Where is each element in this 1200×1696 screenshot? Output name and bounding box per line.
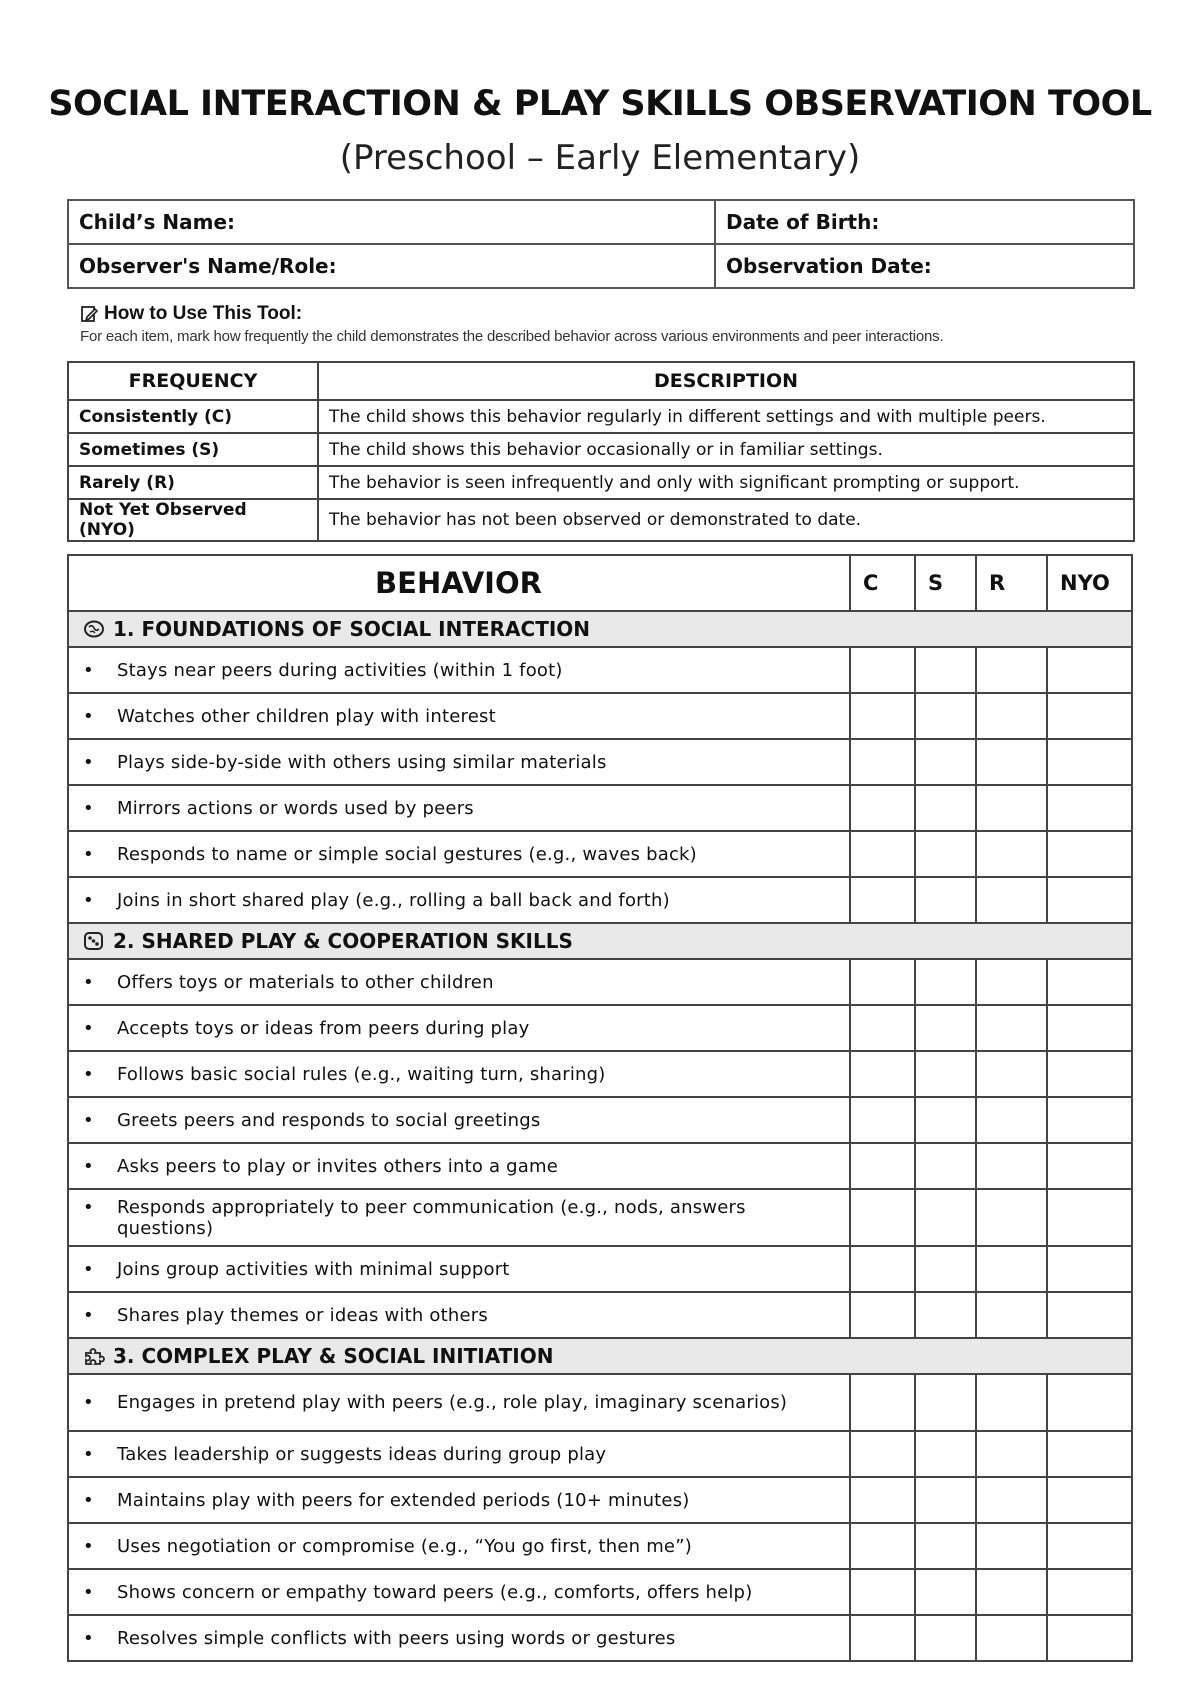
behavior-header: BEHAVIOR xyxy=(68,555,850,611)
c-checkbox-cell[interactable] xyxy=(850,1292,915,1338)
r-checkbox-cell[interactable] xyxy=(976,785,1047,831)
r-checkbox-cell[interactable] xyxy=(976,1477,1047,1523)
s-checkbox-cell[interactable] xyxy=(915,1143,976,1189)
behavior-text: Asks peers to play or invites others into a game xyxy=(117,1155,559,1177)
bullet: • xyxy=(83,1063,94,1085)
bullet: • xyxy=(83,797,94,819)
nyo-checkbox-cell[interactable] xyxy=(1047,1477,1132,1523)
section-header xyxy=(68,923,1132,959)
behavior-text: Plays side-by-side with others using similar materials xyxy=(117,751,607,773)
behavior-text: Uses negotiation or compromise (e.g., “You go first, then me”) xyxy=(117,1535,692,1557)
behavior-text: Joins group activities with minimal support xyxy=(117,1258,510,1280)
nyo-checkbox-cell[interactable] xyxy=(1047,1246,1132,1292)
behavior-row xyxy=(68,831,1132,877)
bullet: • xyxy=(83,1392,94,1413)
nyo-checkbox-cell[interactable] xyxy=(1047,877,1132,923)
s-checkbox-cell[interactable] xyxy=(915,1431,976,1477)
behavior-item xyxy=(68,1051,850,1097)
behavior-item xyxy=(68,1431,850,1477)
behavior-text: Mirrors actions or words used by peers xyxy=(117,797,474,819)
bullet: • xyxy=(83,1535,94,1557)
puzzle-icon xyxy=(83,1346,105,1366)
c-checkbox-cell[interactable] xyxy=(850,1523,915,1569)
r-checkbox-cell[interactable] xyxy=(976,1431,1047,1477)
s-checkbox-cell[interactable] xyxy=(915,1615,976,1661)
behavior-text: Follows basic social rules (e.g., waiting turn, sharing) xyxy=(117,1063,606,1085)
description-header: DESCRIPTION xyxy=(318,362,1134,400)
c-checkbox-cell[interactable] xyxy=(850,647,915,693)
game-die-icon xyxy=(83,931,105,951)
dob-field[interactable]: Date of Birth: xyxy=(715,200,1134,244)
behavior-item xyxy=(68,1569,850,1615)
bullet: • xyxy=(83,705,94,727)
r-header: R xyxy=(976,555,1047,611)
bullet: • xyxy=(83,1581,94,1603)
nyo-checkbox-cell[interactable] xyxy=(1047,693,1132,739)
frequency-label: Sometimes (S) xyxy=(68,433,318,466)
frequency-description: The child shows this behavior regularly in different settings and with multiple peers. xyxy=(318,400,1134,433)
r-checkbox-cell[interactable] xyxy=(976,1615,1047,1661)
section-title: 2. SHARED PLAY & COOPERATION SKILLS xyxy=(113,929,573,953)
behavior-text: Responds to name or simple social gestures (e.g., waves back) xyxy=(117,843,697,865)
nyo-checkbox-cell[interactable] xyxy=(1047,959,1132,1005)
r-checkbox-cell[interactable] xyxy=(976,877,1047,923)
c-checkbox-cell[interactable] xyxy=(850,1431,915,1477)
bullet: • xyxy=(83,1258,94,1280)
nyo-checkbox-cell[interactable] xyxy=(1047,1051,1132,1097)
c-checkbox-cell[interactable] xyxy=(850,1189,915,1246)
frequency-description: The behavior has not been observed or demonstrated to date. xyxy=(318,499,1134,541)
c-checkbox-cell[interactable] xyxy=(850,1005,915,1051)
behavior-item xyxy=(68,647,850,693)
c-checkbox-cell[interactable] xyxy=(850,1097,915,1143)
how-to-heading: How to Use This Tool: xyxy=(104,303,303,324)
behavior-item xyxy=(68,1477,850,1523)
s-checkbox-cell[interactable] xyxy=(915,1051,976,1097)
behavior-item xyxy=(68,1292,850,1338)
brain-icon xyxy=(83,619,105,639)
nyo-checkbox-cell[interactable] xyxy=(1047,1143,1132,1189)
behavior-item xyxy=(68,1246,850,1292)
behavior-item xyxy=(68,1097,850,1143)
c-checkbox-cell[interactable] xyxy=(850,1143,915,1189)
section-title: 3. COMPLEX PLAY & SOCIAL INITIATION xyxy=(113,1344,554,1368)
s-checkbox-cell[interactable] xyxy=(915,1523,976,1569)
note-pencil-icon xyxy=(80,305,98,323)
nyo-checkbox-cell[interactable] xyxy=(1047,1189,1132,1246)
behavior-row xyxy=(68,959,1132,1005)
bullet: • xyxy=(83,971,94,993)
behavior-row xyxy=(68,1523,1132,1569)
r-checkbox-cell[interactable] xyxy=(976,739,1047,785)
s-checkbox-cell[interactable] xyxy=(915,1292,976,1338)
r-checkbox-cell[interactable] xyxy=(976,1189,1047,1246)
r-checkbox-cell[interactable] xyxy=(976,1005,1047,1051)
behavior-item xyxy=(68,785,850,831)
behavior-row xyxy=(68,1292,1132,1338)
frequency-row xyxy=(68,466,1134,499)
s-checkbox-cell[interactable] xyxy=(915,1477,976,1523)
behavior-table xyxy=(67,554,1133,1662)
behavior-row xyxy=(68,1097,1132,1143)
how-to-text: For each item, mark how frequently the child demonstrates the described behavior across various environments and peer interactions. xyxy=(80,328,944,345)
r-checkbox-cell[interactable] xyxy=(976,693,1047,739)
s-checkbox-cell[interactable] xyxy=(915,1189,976,1246)
page-subtitle: (Preschool – Early Elementary) xyxy=(339,138,861,178)
nyo-checkbox-cell[interactable] xyxy=(1047,1615,1132,1661)
behavior-row xyxy=(68,1246,1132,1292)
observer-field[interactable]: Observer's Name/Role: xyxy=(68,244,715,288)
s-checkbox-cell[interactable] xyxy=(915,831,976,877)
s-checkbox-cell[interactable] xyxy=(915,1246,976,1292)
frequency-legend-table xyxy=(67,361,1135,542)
bullet: • xyxy=(83,1489,94,1511)
behavior-row xyxy=(68,1189,1132,1246)
bullet: • xyxy=(83,751,94,773)
section-title: 1. FOUNDATIONS OF SOCIAL INTERACTION xyxy=(113,617,591,641)
child-info-table xyxy=(67,199,1135,289)
r-checkbox-cell[interactable] xyxy=(976,1097,1047,1143)
behavior-row xyxy=(68,1374,1132,1431)
r-checkbox-cell[interactable] xyxy=(976,1569,1047,1615)
s-checkbox-cell[interactable] xyxy=(915,785,976,831)
behavior-item xyxy=(68,1143,850,1189)
c-checkbox-cell[interactable] xyxy=(850,1615,915,1661)
behavior-text: Stays near peers during activities (within 1 foot) xyxy=(117,659,563,681)
behavior-item xyxy=(68,1523,850,1569)
page-title: SOCIAL INTERACTION & PLAY SKILLS OBSERVATION TOOL xyxy=(48,84,1152,124)
nyo-checkbox-cell[interactable] xyxy=(1047,1431,1132,1477)
behavior-text: Takes leadership or suggests ideas during group play xyxy=(117,1443,607,1465)
bullet: • xyxy=(83,1109,94,1131)
s-checkbox-cell[interactable] xyxy=(915,959,976,1005)
r-checkbox-cell[interactable] xyxy=(976,1143,1047,1189)
section-header xyxy=(68,611,1132,647)
nyo-checkbox-cell[interactable] xyxy=(1047,1292,1132,1338)
nyo-checkbox-cell[interactable] xyxy=(1047,1523,1132,1569)
c-checkbox-cell[interactable] xyxy=(850,1246,915,1292)
bullet: • xyxy=(83,1196,94,1218)
s-header: S xyxy=(915,555,976,611)
r-checkbox-cell[interactable] xyxy=(976,1051,1047,1097)
r-checkbox-cell[interactable] xyxy=(976,1374,1047,1431)
c-checkbox-cell[interactable] xyxy=(850,739,915,785)
s-checkbox-cell[interactable] xyxy=(915,1374,976,1431)
bullet: • xyxy=(83,889,94,911)
behavior-text: Offers toys or materials to other children xyxy=(117,971,494,993)
behavior-text: Watches other children play with interest xyxy=(117,705,496,727)
c-checkbox-cell[interactable] xyxy=(850,785,915,831)
behavior-text: Maintains play with peers for extended periods (10+ minutes) xyxy=(117,1489,690,1511)
behavior-item xyxy=(68,1615,850,1661)
frequency-row xyxy=(68,433,1134,466)
bullet: • xyxy=(83,1627,94,1649)
behavior-text: Greets peers and responds to social greetings xyxy=(117,1109,541,1131)
frequency-description: The behavior is seen infrequently and only with significant prompting or support. xyxy=(318,466,1134,499)
c-checkbox-cell[interactable] xyxy=(850,959,915,1005)
behavior-item xyxy=(68,1189,850,1246)
behavior-item xyxy=(68,1005,850,1051)
bullet: • xyxy=(83,659,94,681)
behavior-row xyxy=(68,693,1132,739)
s-checkbox-cell[interactable] xyxy=(915,1097,976,1143)
behavior-text: Accepts toys or ideas from peers during play xyxy=(117,1017,530,1039)
behavior-row xyxy=(68,1005,1132,1051)
frequency-label: Not Yet Observed (NYO) xyxy=(68,499,318,541)
behavior-text: Joins in short shared play (e.g., rolling a ball back and forth) xyxy=(117,889,670,911)
behavior-row xyxy=(68,1431,1132,1477)
bullet: • xyxy=(83,1304,94,1326)
s-checkbox-cell[interactable] xyxy=(915,877,976,923)
behavior-row xyxy=(68,1143,1132,1189)
behavior-row xyxy=(68,739,1132,785)
r-checkbox-cell[interactable] xyxy=(976,1292,1047,1338)
nyo-checkbox-cell[interactable] xyxy=(1047,785,1132,831)
frequency-row xyxy=(68,499,1134,541)
c-header: C xyxy=(850,555,915,611)
c-checkbox-cell[interactable] xyxy=(850,1569,915,1615)
nyo-header: NYO xyxy=(1047,555,1132,611)
observation-date-field[interactable]: Observation Date: xyxy=(715,244,1134,288)
behavior-row xyxy=(68,647,1132,693)
r-checkbox-cell[interactable] xyxy=(976,1523,1047,1569)
frequency-header: FREQUENCY xyxy=(68,362,318,400)
behavior-text: Engages in pretend play with peers (e.g., role play, imaginary scenarios) xyxy=(117,1392,788,1413)
c-checkbox-cell[interactable] xyxy=(850,877,915,923)
s-checkbox-cell[interactable] xyxy=(915,739,976,785)
s-checkbox-cell[interactable] xyxy=(915,1569,976,1615)
behavior-text: Resolves simple conflicts with peers using words or gestures xyxy=(117,1627,676,1649)
c-checkbox-cell[interactable] xyxy=(850,1477,915,1523)
c-checkbox-cell[interactable] xyxy=(850,1374,915,1431)
nyo-checkbox-cell[interactable] xyxy=(1047,1374,1132,1431)
nyo-checkbox-cell[interactable] xyxy=(1047,1569,1132,1615)
nyo-checkbox-cell[interactable] xyxy=(1047,831,1132,877)
frequency-description: The child shows this behavior occasionally or in familiar settings. xyxy=(318,433,1134,466)
r-checkbox-cell[interactable] xyxy=(976,959,1047,1005)
nyo-checkbox-cell[interactable] xyxy=(1047,739,1132,785)
behavior-item xyxy=(68,1374,850,1431)
c-checkbox-cell[interactable] xyxy=(850,693,915,739)
behavior-row xyxy=(68,1051,1132,1097)
behavior-item xyxy=(68,693,850,739)
behavior-row xyxy=(68,1569,1132,1615)
nyo-checkbox-cell[interactable] xyxy=(1047,1097,1132,1143)
behavior-item xyxy=(68,831,850,877)
child-name-field[interactable]: Child’s Name: xyxy=(68,200,715,244)
c-checkbox-cell[interactable] xyxy=(850,1051,915,1097)
how-to-section xyxy=(80,303,943,345)
behavior-row xyxy=(68,877,1132,923)
behavior-row xyxy=(68,785,1132,831)
frequency-label: Consistently (C) xyxy=(68,400,318,433)
section-header-row xyxy=(68,611,1132,647)
behavior-item xyxy=(68,739,850,785)
r-checkbox-cell[interactable] xyxy=(976,647,1047,693)
bullet: • xyxy=(83,843,94,865)
behavior-item xyxy=(68,959,850,1005)
s-checkbox-cell[interactable] xyxy=(915,647,976,693)
r-checkbox-cell[interactable] xyxy=(976,831,1047,877)
behavior-text: Shows concern or empathy toward peers (e.g., comforts, offers help) xyxy=(117,1581,753,1603)
c-checkbox-cell[interactable] xyxy=(850,831,915,877)
nyo-checkbox-cell[interactable] xyxy=(1047,1005,1132,1051)
bullet: • xyxy=(83,1155,94,1177)
nyo-checkbox-cell[interactable] xyxy=(1047,647,1132,693)
behavior-text: Shares play themes or ideas with others xyxy=(117,1304,488,1326)
behavior-text: Responds appropriately to peer communication (e.g., nods, answers questions) xyxy=(117,1196,746,1239)
bullet: • xyxy=(83,1017,94,1039)
frequency-label: Rarely (R) xyxy=(68,466,318,499)
s-checkbox-cell[interactable] xyxy=(915,1005,976,1051)
section-header-row xyxy=(68,1338,1132,1374)
bullet: • xyxy=(83,1443,94,1465)
frequency-row xyxy=(68,400,1134,433)
behavior-item xyxy=(68,877,850,923)
section-header xyxy=(68,1338,1132,1374)
behavior-row xyxy=(68,1477,1132,1523)
s-checkbox-cell[interactable] xyxy=(915,693,976,739)
behavior-row xyxy=(68,1615,1132,1661)
r-checkbox-cell[interactable] xyxy=(976,1246,1047,1292)
section-header-row xyxy=(68,923,1132,959)
